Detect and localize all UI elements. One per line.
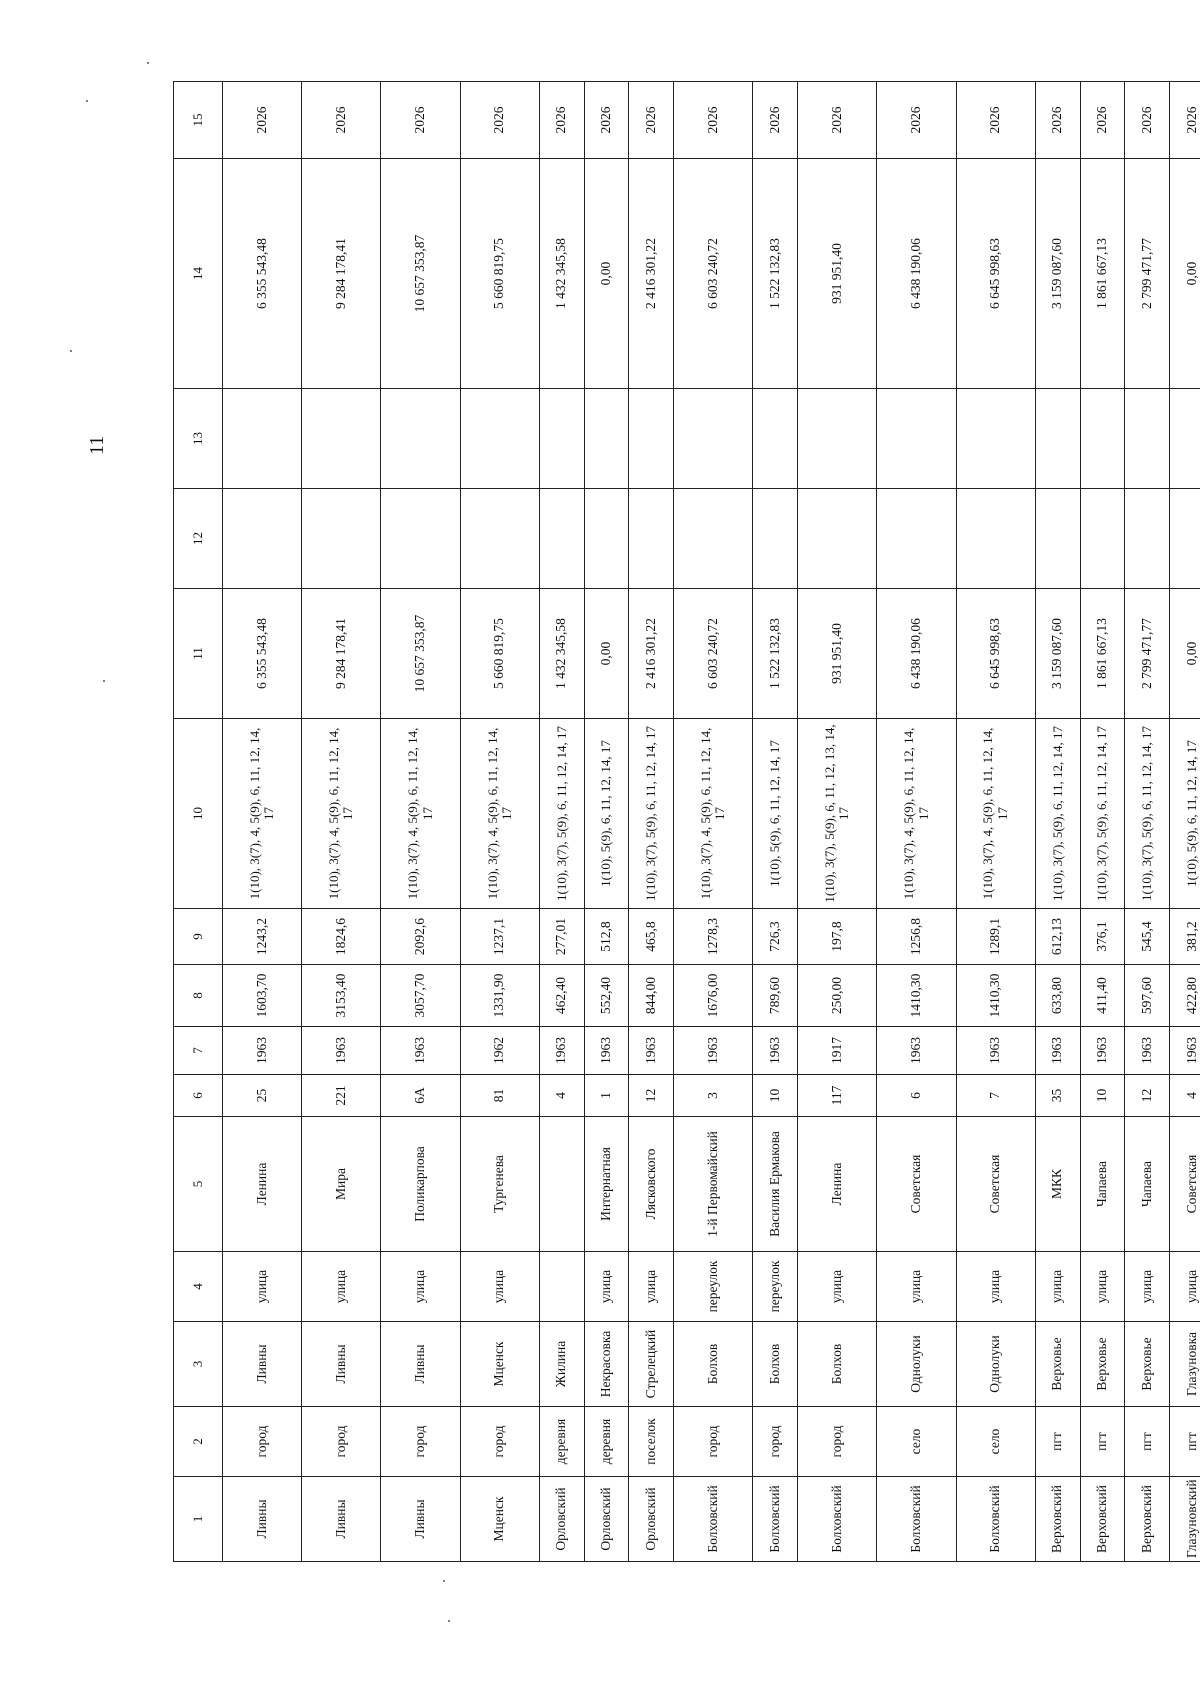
table-cell-col-1: Мценск [460,1477,539,1562]
table-cell-col-5: Ленина [798,1117,877,1252]
scan-speck [86,100,88,102]
table-cell-col-8: 1331,90 [460,965,539,1027]
table-cell-col-8: 411,40 [1080,965,1125,1027]
table-row [302,82,381,1562]
table-row [223,82,302,1562]
table-cell-col-6: 3 [674,1075,753,1117]
table-cell-col-9: 1824,6 [302,909,381,965]
table-cell-col-10: 1(10), 3(7), 4, 5(9), 6, 11, 12, 14, 17 [956,719,1035,909]
scan-speck [443,1580,445,1582]
table-header [174,82,223,1562]
table-cell-col-10: 1(10), 3(7), 5(9), 6, 11, 12, 14, 17 [539,719,584,909]
table-cell-col-10: 1(10), 3(7), 4, 5(9), 6, 11, 12, 14, 17 [302,719,381,909]
table-cell-col-15: 2026 [1035,82,1080,159]
table-cell-col-11: 5 660 819,75 [460,589,539,719]
table-cell-col-11: 1 432 345,58 [539,589,584,719]
table-cell-col-4: улица [1170,1252,1200,1322]
table-cell-col-15: 2026 [629,82,674,159]
table-cell-col-3: Ливны [302,1322,381,1407]
table-cell-col-4: переулок [753,1252,798,1322]
table-cell-col-14: 2 416 301,22 [629,159,674,389]
table-cell-col-3: Болхов [798,1322,877,1407]
table-cell-col-11: 10 657 353,87 [381,589,460,719]
table-cell-col-14: 2 799 471,77 [1125,159,1170,389]
table-cell-col-7: 1963 [1125,1027,1170,1075]
table-cell-col-11: 6 355 543,48 [223,589,302,719]
table-cell-col-2: деревня [539,1407,584,1477]
table-cell-col-4: улица [1035,1252,1080,1322]
table-cell-col-13 [753,389,798,489]
table-cell-col-5: Василия Ермакова [753,1117,798,1252]
table-cell-col-13 [956,389,1035,489]
table-cell-col-15: 2026 [302,82,381,159]
table-cell-col-3: Ливны [223,1322,302,1407]
table-cell-col-15: 2026 [798,82,877,159]
table-cell-col-6: 4 [539,1075,584,1117]
table-cell-col-8: 1410,30 [877,965,956,1027]
table-cell-col-13 [1170,389,1200,489]
table-cell-col-1: Верховский [1125,1477,1170,1562]
scan-speck [448,1620,450,1622]
table-cell-col-1: Верховский [1035,1477,1080,1562]
table-cell-col-3: Мценск [460,1322,539,1407]
table-cell-col-11: 2 416 301,22 [629,589,674,719]
table-cell-col-3: Однолуки [956,1322,1035,1407]
table-cell-col-6: 81 [460,1075,539,1117]
table-cell-col-5: Чапаева [1125,1117,1170,1252]
table-cell-col-3: Верховье [1035,1322,1080,1407]
table-cell-col-10: 1(10), 5(9), 6, 11, 12, 14, 17 [584,719,629,909]
table-cell-col-11: 1 522 132,83 [753,589,798,719]
table-row [753,82,798,1562]
table-cell-col-14: 6 645 998,63 [956,159,1035,389]
column-header-5: 5 [174,1117,223,1252]
header-row [174,82,223,1562]
table-cell-col-2: поселок [629,1407,674,1477]
table-row [1125,82,1170,1562]
table-cell-col-14: 6 603 240,72 [674,159,753,389]
table-cell-col-14: 3 159 087,60 [1035,159,1080,389]
table-cell-col-9: 1243,2 [223,909,302,965]
table-cell-col-7: 1963 [302,1027,381,1075]
table-body [223,82,1200,1562]
table-cell-col-7: 1962 [460,1027,539,1075]
table-cell-col-9: 545,4 [1125,909,1170,965]
table-cell-col-11: 6 603 240,72 [674,589,753,719]
table-cell-col-3: Стрелецкий [629,1322,674,1407]
table-cell-col-3: Глазуновка [1170,1322,1200,1407]
table-cell-col-2: пгт [1170,1407,1200,1477]
table-cell-col-12 [877,489,956,589]
table-cell-col-15: 2026 [1125,82,1170,159]
table-cell-col-5: Поликарпова [381,1117,460,1252]
table-cell-col-14: 9 284 178,41 [302,159,381,389]
table-cell-col-14: 6 438 190,06 [877,159,956,389]
table-cell-col-7: 1963 [584,1027,629,1075]
table-cell-col-7: 1963 [381,1027,460,1075]
table-cell-col-12 [460,489,539,589]
table-cell-col-10: 1(10), 3(7), 4, 5(9), 6, 11, 12, 14, 17 [877,719,956,909]
table-cell-col-1: Болховский [877,1477,956,1562]
table-cell-col-13 [539,389,584,489]
table-cell-col-4: улица [798,1252,877,1322]
table-row [956,82,1035,1562]
table-cell-col-1: Верховский [1080,1477,1125,1562]
column-header-14: 14 [174,159,223,389]
table-cell-col-9: 1256,8 [877,909,956,965]
table-cell-col-4: улица [956,1252,1035,1322]
table-cell-col-13 [877,389,956,489]
table-cell-col-5: Советская [877,1117,956,1252]
table-cell-col-13 [1035,389,1080,489]
table-cell-col-12 [1125,489,1170,589]
table-cell-col-3: Однолуки [877,1322,956,1407]
table-cell-col-5: Мира [302,1117,381,1252]
table-cell-col-10: 1(10), 3(7), 5(9), 6, 11, 12, 13, 14, 17 [798,719,877,909]
table-cell-col-3: Болхов [753,1322,798,1407]
table-cell-col-2: город [460,1407,539,1477]
table-cell-col-15: 2026 [539,82,584,159]
table-cell-col-14: 5 660 819,75 [460,159,539,389]
table-cell-col-7: 1963 [629,1027,674,1075]
table-cell-col-10: 1(10), 3(7), 5(9), 6, 11, 12, 14, 17 [1125,719,1170,909]
table-cell-col-4: улица [877,1252,956,1322]
table-cell-col-8: 597,60 [1125,965,1170,1027]
table-cell-col-3: Болхов [674,1322,753,1407]
table-cell-col-9: 465,8 [629,909,674,965]
table-cell-col-11: 9 284 178,41 [302,589,381,719]
table-cell-col-7: 1963 [956,1027,1035,1075]
table-cell-col-12 [674,489,753,589]
table-cell-col-9: 376,1 [1080,909,1125,965]
table-cell-col-7: 1963 [1170,1027,1200,1075]
table-cell-col-4: улица [584,1252,629,1322]
table-cell-col-10: 1(10), 3(7), 4, 5(9), 6, 11, 12, 14, 17 [674,719,753,909]
table-cell-col-5: Тургенева [460,1117,539,1252]
table-cell-col-8: 3153,40 [302,965,381,1027]
table-cell-col-10: 1(10), 3(7), 4, 5(9), 6, 11, 12, 14, 17 [381,719,460,909]
table-cell-col-2: село [877,1407,956,1477]
table-cell-col-5: Интернатная [584,1117,629,1252]
table-cell-col-9: 381,2 [1170,909,1200,965]
table-cell-col-5 [539,1117,584,1252]
table-container [173,82,1200,1562]
table-cell-col-10: 1(10), 5(9), 6, 11, 12, 14, 17 [1170,719,1200,909]
table-cell-col-1: Болховский [674,1477,753,1562]
table-cell-col-14: 931 951,40 [798,159,877,389]
table-cell-col-8: 789,60 [753,965,798,1027]
column-header-13: 13 [174,389,223,489]
table-cell-col-13 [584,389,629,489]
table-row [539,82,584,1562]
table-cell-col-10: 1(10), 3(7), 5(9), 6, 11, 12, 14, 17 [629,719,674,909]
table-cell-col-3: Ливны [381,1322,460,1407]
table-cell-col-14: 10 657 353,87 [381,159,460,389]
table-cell-col-2: пгт [1125,1407,1170,1477]
table-cell-col-1: Болховский [956,1477,1035,1562]
table-cell-col-2: город [798,1407,877,1477]
table-cell-col-4: улица [1080,1252,1125,1322]
table-cell-col-12 [798,489,877,589]
column-header-1: 1 [174,1477,223,1562]
table-cell-col-11: 1 861 667,13 [1080,589,1125,719]
table-cell-col-1: Ливны [223,1477,302,1562]
table-row [381,82,460,1562]
column-header-6: 6 [174,1075,223,1117]
table-cell-col-2: село [956,1407,1035,1477]
table-cell-col-15: 2026 [223,82,302,159]
table-cell-col-6: 7 [956,1075,1035,1117]
table-cell-col-10: 1(10), 3(7), 5(9), 6, 11, 12, 14, 17 [1035,719,1080,909]
table-cell-col-15: 2026 [877,82,956,159]
column-header-9: 9 [174,909,223,965]
table-cell-col-6: 221 [302,1075,381,1117]
table-cell-col-2: деревня [584,1407,629,1477]
table-cell-col-6: 12 [629,1075,674,1117]
page-number: 11 [86,435,108,455]
table-row [460,82,539,1562]
table-cell-col-13 [223,389,302,489]
table-cell-col-13 [381,389,460,489]
table-cell-col-14: 0,00 [584,159,629,389]
table-cell-col-2: город [674,1407,753,1477]
table-cell-col-11: 6 438 190,06 [877,589,956,719]
table-cell-col-12 [223,489,302,589]
table-cell-col-2: пгт [1080,1407,1125,1477]
table-cell-col-1: Глазуновский [1170,1477,1200,1562]
table-cell-col-8: 1603,70 [223,965,302,1027]
column-header-3: 3 [174,1322,223,1407]
table-cell-col-11: 931 951,40 [798,589,877,719]
table-cell-col-5: Советская [956,1117,1035,1252]
table-cell-col-15: 2026 [753,82,798,159]
table-cell-col-11: 0,00 [584,589,629,719]
table-cell-col-10: 1(10), 3(7), 5(9), 6, 11, 12, 14, 17 [1080,719,1125,909]
table-cell-col-9: 197,8 [798,909,877,965]
table-cell-col-6: 35 [1035,1075,1080,1117]
table-cell-col-5: Советская [1170,1117,1200,1252]
column-header-12: 12 [174,489,223,589]
table-cell-col-11: 6 645 998,63 [956,589,1035,719]
table-cell-col-4: улица [629,1252,674,1322]
table-cell-col-14: 1 432 345,58 [539,159,584,389]
table-cell-col-15: 2026 [1080,82,1125,159]
table-cell-col-9: 612,13 [1035,909,1080,965]
table-cell-col-9: 1289,1 [956,909,1035,965]
table-cell-col-4 [539,1252,584,1322]
table-cell-col-2: пгт [1035,1407,1080,1477]
table-row [877,82,956,1562]
table-cell-col-15: 2026 [674,82,753,159]
table-cell-col-2: город [753,1407,798,1477]
column-header-8: 8 [174,965,223,1027]
table-cell-col-14: 6 355 543,48 [223,159,302,389]
table-cell-col-6: 10 [753,1075,798,1117]
table-cell-col-9: 1278,3 [674,909,753,965]
table-cell-col-14: 0,00 [1170,159,1200,389]
table-cell-col-13 [674,389,753,489]
table-cell-col-6: 6А [381,1075,460,1117]
table-cell-col-5: 1-й Первомайский [674,1117,753,1252]
table-cell-col-8: 844,00 [629,965,674,1027]
table-cell-col-12 [753,489,798,589]
table-cell-col-1: Ливны [302,1477,381,1562]
table-cell-col-12 [1080,489,1125,589]
table-cell-col-7: 1963 [223,1027,302,1075]
table-cell-col-8: 422,80 [1170,965,1200,1027]
table-cell-col-13 [460,389,539,489]
table-row [1080,82,1125,1562]
table-cell-col-6: 1 [584,1075,629,1117]
table-cell-col-1: Орловский [584,1477,629,1562]
table-cell-col-1: Болховский [753,1477,798,1562]
scan-speck [70,350,72,352]
table-cell-col-1: Орловский [539,1477,584,1562]
table-cell-col-3: Жилина [539,1322,584,1407]
table-row [674,82,753,1562]
table-cell-col-15: 2026 [460,82,539,159]
table-cell-col-11: 3 159 087,60 [1035,589,1080,719]
table-cell-col-6: 117 [798,1075,877,1117]
table-cell-col-5: Лясковского [629,1117,674,1252]
table-cell-col-12 [584,489,629,589]
column-header-4: 4 [174,1252,223,1322]
table-cell-col-11: 2 799 471,77 [1125,589,1170,719]
table-cell-col-6: 6 [877,1075,956,1117]
table-cell-col-7: 1963 [1080,1027,1125,1075]
table-cell-col-7: 1963 [539,1027,584,1075]
table-cell-col-5: Чапаева [1080,1117,1125,1252]
table-cell-col-12 [1035,489,1080,589]
table-cell-col-6: 12 [1125,1075,1170,1117]
table-cell-col-14: 1 861 667,13 [1080,159,1125,389]
table-cell-col-9: 277,01 [539,909,584,965]
table-cell-col-15: 2026 [956,82,1035,159]
table-cell-col-4: улица [381,1252,460,1322]
table-cell-col-15: 2026 [381,82,460,159]
table-cell-col-3: Верховье [1125,1322,1170,1407]
table-cell-col-6: 4 [1170,1075,1200,1117]
table-cell-col-13 [1080,389,1125,489]
table-cell-col-4: улица [302,1252,381,1322]
table-cell-col-13 [1125,389,1170,489]
table-cell-col-9: 512,8 [584,909,629,965]
table-cell-col-8: 1676,00 [674,965,753,1027]
table-cell-col-3: Некрасовка [584,1322,629,1407]
column-header-10: 10 [174,719,223,909]
table-row [1170,82,1200,1562]
table-cell-col-12 [539,489,584,589]
table-cell-col-12 [629,489,674,589]
table-cell-col-10: 1(10), 3(7), 4, 5(9), 6, 11, 12, 14, 17 [223,719,302,909]
table-cell-col-2: город [223,1407,302,1477]
table-cell-col-13 [798,389,877,489]
table-cell-col-12 [956,489,1035,589]
column-header-15: 15 [174,82,223,159]
table-cell-col-1: Болховский [798,1477,877,1562]
table-cell-col-5: МКК [1035,1117,1080,1252]
table-cell-col-8: 633,80 [1035,965,1080,1027]
table-cell-col-12 [381,489,460,589]
table-cell-col-10: 1(10), 3(7), 4, 5(9), 6, 11, 12, 14, 17 [460,719,539,909]
table-cell-col-8: 552,40 [584,965,629,1027]
column-header-2: 2 [174,1407,223,1477]
scan-speck [147,62,149,64]
table-cell-col-4: переулок [674,1252,753,1322]
table-cell-col-8: 3057,70 [381,965,460,1027]
table-cell-col-7: 1963 [674,1027,753,1075]
table-cell-col-9: 726,3 [753,909,798,965]
column-header-11: 11 [174,589,223,719]
table-cell-col-7: 1963 [877,1027,956,1075]
table-cell-col-13 [302,389,381,489]
table-row [629,82,674,1562]
column-header-7: 7 [174,1027,223,1075]
table-cell-col-4: улица [460,1252,539,1322]
table-cell-col-8: 1410,30 [956,965,1035,1027]
table-cell-col-1: Орловский [629,1477,674,1562]
table-cell-col-6: 25 [223,1075,302,1117]
table-cell-col-12 [302,489,381,589]
table-cell-col-5: Ленина [223,1117,302,1252]
table-cell-col-6: 10 [1080,1075,1125,1117]
table-cell-col-12 [1170,489,1200,589]
table-cell-col-2: город [302,1407,381,1477]
table-cell-col-9: 2092,6 [381,909,460,965]
scan-speck [103,680,105,682]
table-cell-col-10: 1(10), 5(9), 6, 11, 12, 14, 17 [753,719,798,909]
table-cell-col-15: 2026 [584,82,629,159]
table-cell-col-14: 1 522 132,83 [753,159,798,389]
table-cell-col-2: город [381,1407,460,1477]
table-cell-col-7: 1917 [798,1027,877,1075]
table-cell-col-13 [629,389,674,489]
table-cell-col-7: 1963 [753,1027,798,1075]
table-cell-col-15: 2026 [1170,82,1200,159]
table-row [584,82,629,1562]
table-row [798,82,877,1562]
table-cell-col-1: Ливны [381,1477,460,1562]
table-cell-col-9: 1237,1 [460,909,539,965]
table-cell-col-4: улица [223,1252,302,1322]
register-table [173,81,1200,1562]
table-cell-col-3: Верховье [1080,1322,1125,1407]
table-cell-col-11: 0,00 [1170,589,1200,719]
table-cell-col-7: 1963 [1035,1027,1080,1075]
table-cell-col-8: 462,40 [539,965,584,1027]
table-row [1035,82,1080,1562]
table-cell-col-4: улица [1125,1252,1170,1322]
table-cell-col-8: 250,00 [798,965,877,1027]
